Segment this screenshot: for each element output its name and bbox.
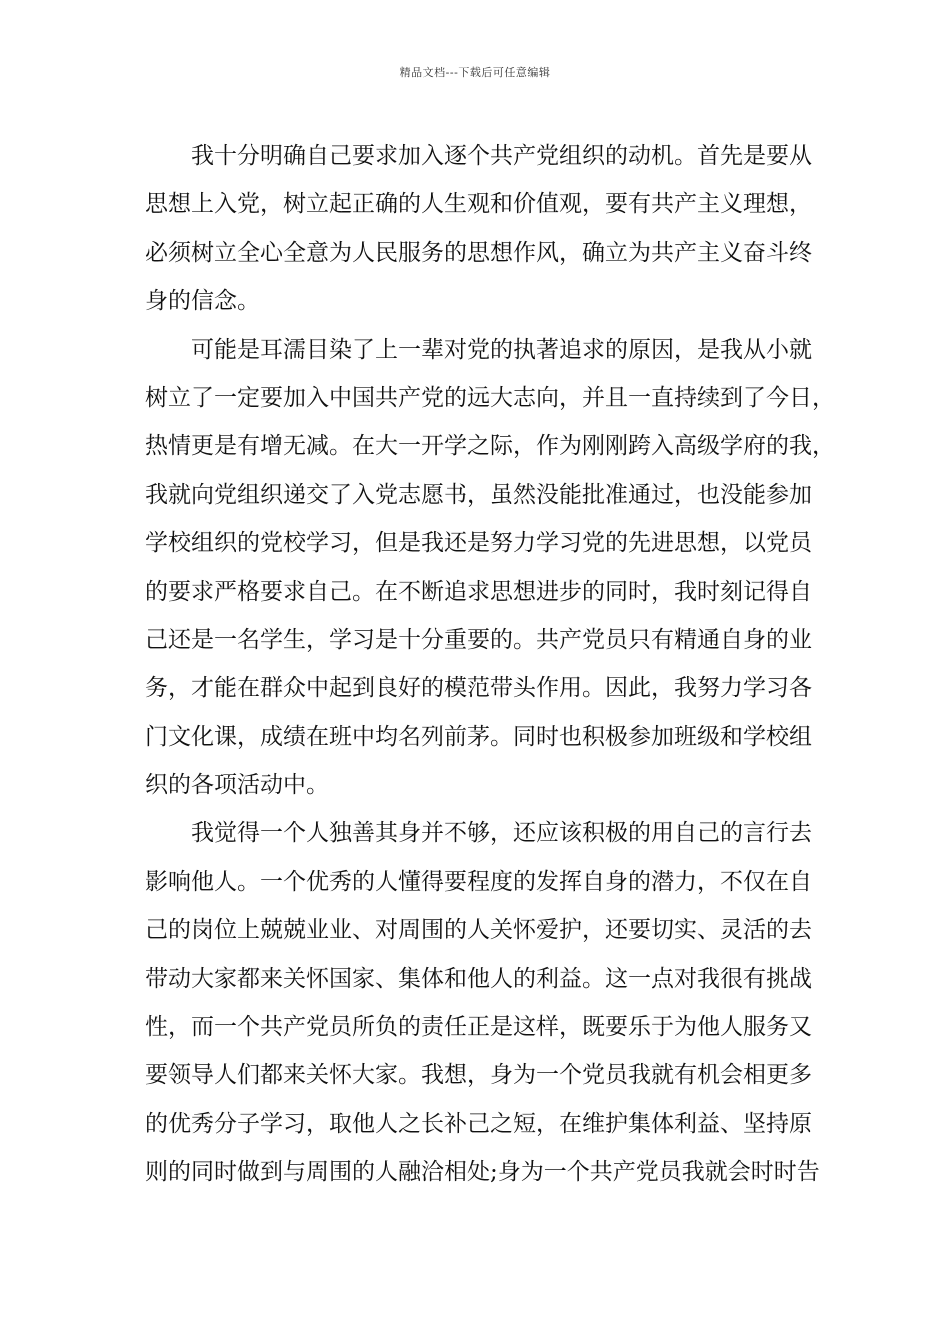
paragraph-line: 带动大家都来关怀国家、集体和他人的利益。这一点对我很有挑战	[145, 965, 812, 992]
paragraph-line: 性，而一个共产党员所负的责任正是这样，既要乐于为他人服务又	[145, 1014, 812, 1041]
document-body	[145, 132, 835, 1197]
paragraph-line: 己还是一名学生，学习是十分重要的。共产党员只有精通自身的业	[145, 626, 812, 653]
paragraph-line: 可能是耳濡目染了上一辈对党的执著追求的原因，是我从小就	[191, 336, 812, 363]
paragraph-1	[145, 132, 825, 326]
paragraph-line: 织的各项活动中。	[145, 772, 329, 799]
paragraph-line: 己的岗位上兢兢业业、对周围的人关怀爱护，还要切实、灵活的去	[145, 917, 812, 944]
paragraph-line: 身的信念。	[145, 288, 260, 315]
paragraph-line: 我十分明确自己要求加入逐个共产党组织的动机。首先是要从	[191, 143, 812, 169]
paragraph-2	[145, 326, 835, 810]
paragraph-line: 学校组织的党校学习，但是我还是努力学习党的先进思想，以党员	[145, 530, 812, 557]
paragraph-line: 门文化课，成绩在班中均名列前茅。同时也积极参加班级和学校组	[145, 723, 812, 750]
paragraph-line: 的要求严格要求自己。在不断追求思想进步的同时，我时刻记得自	[145, 578, 812, 605]
paragraph-line: 影响他人。一个优秀的人懂得要程度的发挥自身的潜力，不仅在自	[145, 868, 812, 895]
paragraph-line: 务，才能在群众中起到良好的模范带头作用。因此，我努力学习各	[145, 675, 812, 702]
paragraph-3	[145, 809, 825, 1196]
paragraph-line: 的优秀分子学习，取他人之长补己之短，在维护集体利益、坚持原	[145, 1110, 812, 1137]
paragraph-line: 思想上入党，树立起正确的人生观和价值观，要有共产主义理想，	[145, 191, 812, 218]
paragraph-line: 树立了一定要加入中国共产党的远大志向，并且一直持续到了今日，	[145, 384, 835, 411]
paragraph-line: 则的同时做到与周围的人融洽相处;身为一个共产党员我就会时时告	[145, 1159, 820, 1186]
page-header: 精品文档---下载后可任意编辑	[399, 66, 551, 79]
paragraph-line: 我觉得一个人独善其身并不够，还应该积极的用自己的言行去	[191, 820, 812, 847]
paragraph-line: 要领导人们都来关怀大家。我想，身为一个党员我就有机会相更多	[145, 1062, 812, 1089]
paragraph-line: 热情更是有增无减。在大一开学之际，作为刚刚跨入高级学府的我，	[145, 433, 835, 460]
paragraph-line: 必须树立全心全意为人民服务的思想作风，确立为共产主义奋斗终	[145, 239, 812, 266]
paragraph-line: 我就向党组织递交了入党志愿书，虽然没能批准通过，也没能参加	[145, 481, 812, 508]
